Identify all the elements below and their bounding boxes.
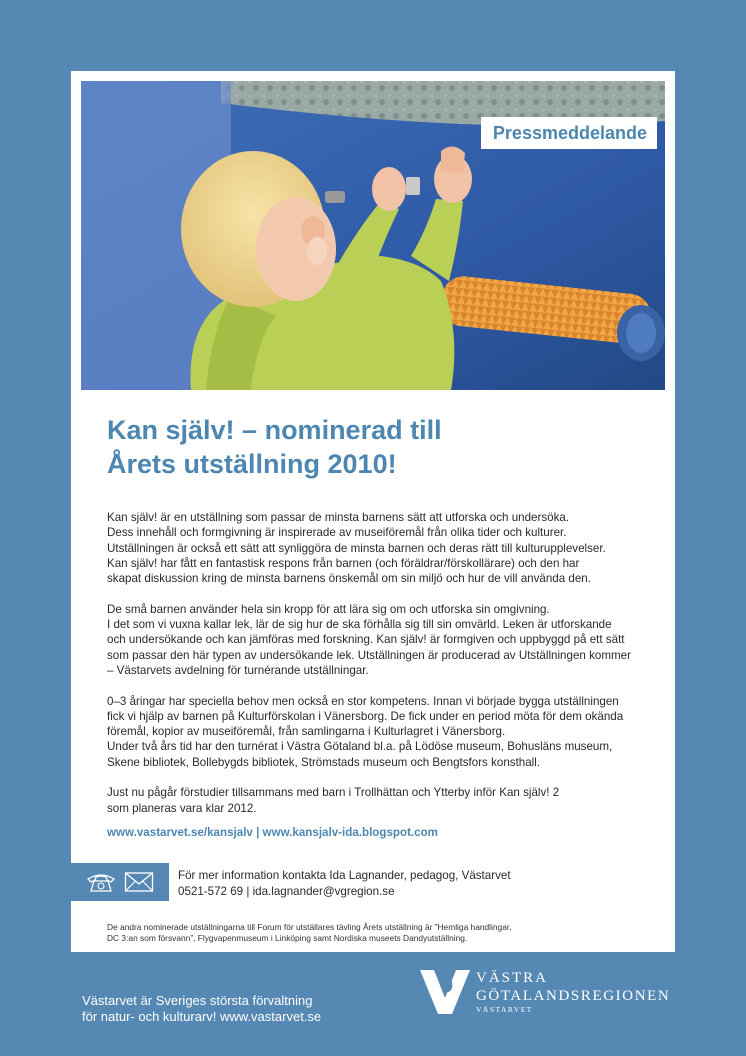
text-line: och undersökande och kan jämföras med forskning. Kan själv! är formgiven och uppbyggd på ett sätt bbox=[107, 633, 625, 647]
headline-line-1: Kan själv! – nominerad till bbox=[107, 415, 442, 445]
paragraph-2 bbox=[107, 602, 662, 678]
text-line: Just nu pågår förstudier tillsammans med barn i Trollhättan och Ytterby inför Kan själv! 2 bbox=[107, 786, 560, 800]
footnote-line-1: De andra nominerade utställningarna till Forum för utställares tävling Årets utställning är ”Hemliga handlingar, bbox=[107, 922, 512, 932]
vgr-logo-mark-icon bbox=[420, 968, 470, 1016]
footnote bbox=[107, 922, 662, 944]
paragraph-3 bbox=[107, 694, 662, 770]
contact-line-1: För mer information kontakta Ida Lagnander, pedagog, Västarvet bbox=[178, 869, 511, 882]
text-line: Skene bibliotek, Bollebygds bibliotek, Strömstads museum och Bengtsfors konsthall. bbox=[107, 755, 541, 769]
contact-icon-bar bbox=[71, 863, 169, 901]
text-line: 0–3 åringar har speciella behov men också en stor kompetens. Innan vi började bygga utställningen bbox=[107, 694, 619, 708]
text-line: Kan själv! har fått en fantastisk respons från barnen (och föräldrar/förskollärare) och den har bbox=[107, 556, 580, 570]
hero-photo bbox=[81, 81, 665, 390]
paragraph-1 bbox=[107, 510, 662, 586]
body-text bbox=[107, 510, 662, 831]
text-line: Kan själv! är en utställning som passar de minsta barnens sätt att utforska och undersöka. bbox=[107, 511, 570, 524]
text-line: – Västarvets avdelning för turnérande utställningar. bbox=[107, 663, 369, 677]
web-links[interactable]: www.vastarvet.se/kansjalv | www.kansjalv-ida.blogspot.com bbox=[107, 826, 438, 839]
footer-line-1: Västarvet är Sveriges största förvaltning bbox=[82, 993, 313, 1008]
envelope-icon bbox=[124, 871, 154, 893]
press-release-card bbox=[71, 71, 675, 952]
logo-line-2: GÖTALANDSREGIONEN bbox=[476, 988, 671, 1004]
footnote-line-2: DC 3:an som försvann”, Flygvapenmuseum i Linköping samt Nordiska museets Dandyutställning. bbox=[107, 933, 468, 943]
logo-line-1: VÄSTRA bbox=[476, 970, 549, 986]
logo-line-3: VÄSTARVET bbox=[476, 1005, 533, 1014]
footer-line-2[interactable]: för natur- och kulturarv! www.vastarvet.se bbox=[82, 1009, 322, 1024]
headline bbox=[107, 413, 647, 481]
headline-line-2: Årets utställning 2010! bbox=[107, 449, 397, 479]
press-release-label: Pressmeddelande bbox=[481, 117, 657, 149]
text-line: fick vi hjälp av barnen på Kulturförskolan i Vänersborg. De fick under en period möta för dem okända bbox=[107, 709, 624, 723]
text-line: som passar den här typen av undersökande lek. Utställningen är producerad av Utställningen kommer bbox=[107, 648, 631, 662]
text-line: föremål, kopior av museiföremål, från samlingarna i Kulturlagret i Vänersborg. bbox=[107, 725, 506, 739]
text-line: som planeras vara klar 2012. bbox=[107, 801, 257, 815]
vgr-logo bbox=[420, 968, 670, 1020]
footer-tagline bbox=[82, 993, 321, 1025]
contact-info bbox=[178, 868, 511, 899]
text-line: De små barnen använder hela sin kropp för att lära sig om och utforska sin omgivning. bbox=[107, 602, 550, 616]
paragraph-4 bbox=[107, 785, 662, 816]
vgr-logo-text bbox=[476, 970, 670, 1015]
text-line: skapat diskussion kring de minsta barnens önskemål om sin miljö och hur de vill använda den. bbox=[107, 572, 591, 586]
text-line: Under två års tid har den turnérat i Västra Götaland bl.a. på Lödöse museum, Bohusläns museum, bbox=[107, 740, 613, 754]
contact-line-2[interactable]: 0521-572 69 | ida.lagnander@vgregion.se bbox=[178, 884, 395, 898]
text-line: Utställningen är också ett sätt att synliggöra de minsta barnen och deras rätt till kulturupplevelser. bbox=[107, 541, 606, 555]
text-line: Dess innehåll och formgivning är inspirerade av museiföremål från olika tider och kulturer. bbox=[107, 526, 567, 540]
phone-icon bbox=[86, 871, 116, 893]
text-line: I det som vi vuxna kallar lek, lär de sig hur de ska förhålla sig till sin omvärld. Leken är utforskande bbox=[107, 618, 612, 632]
